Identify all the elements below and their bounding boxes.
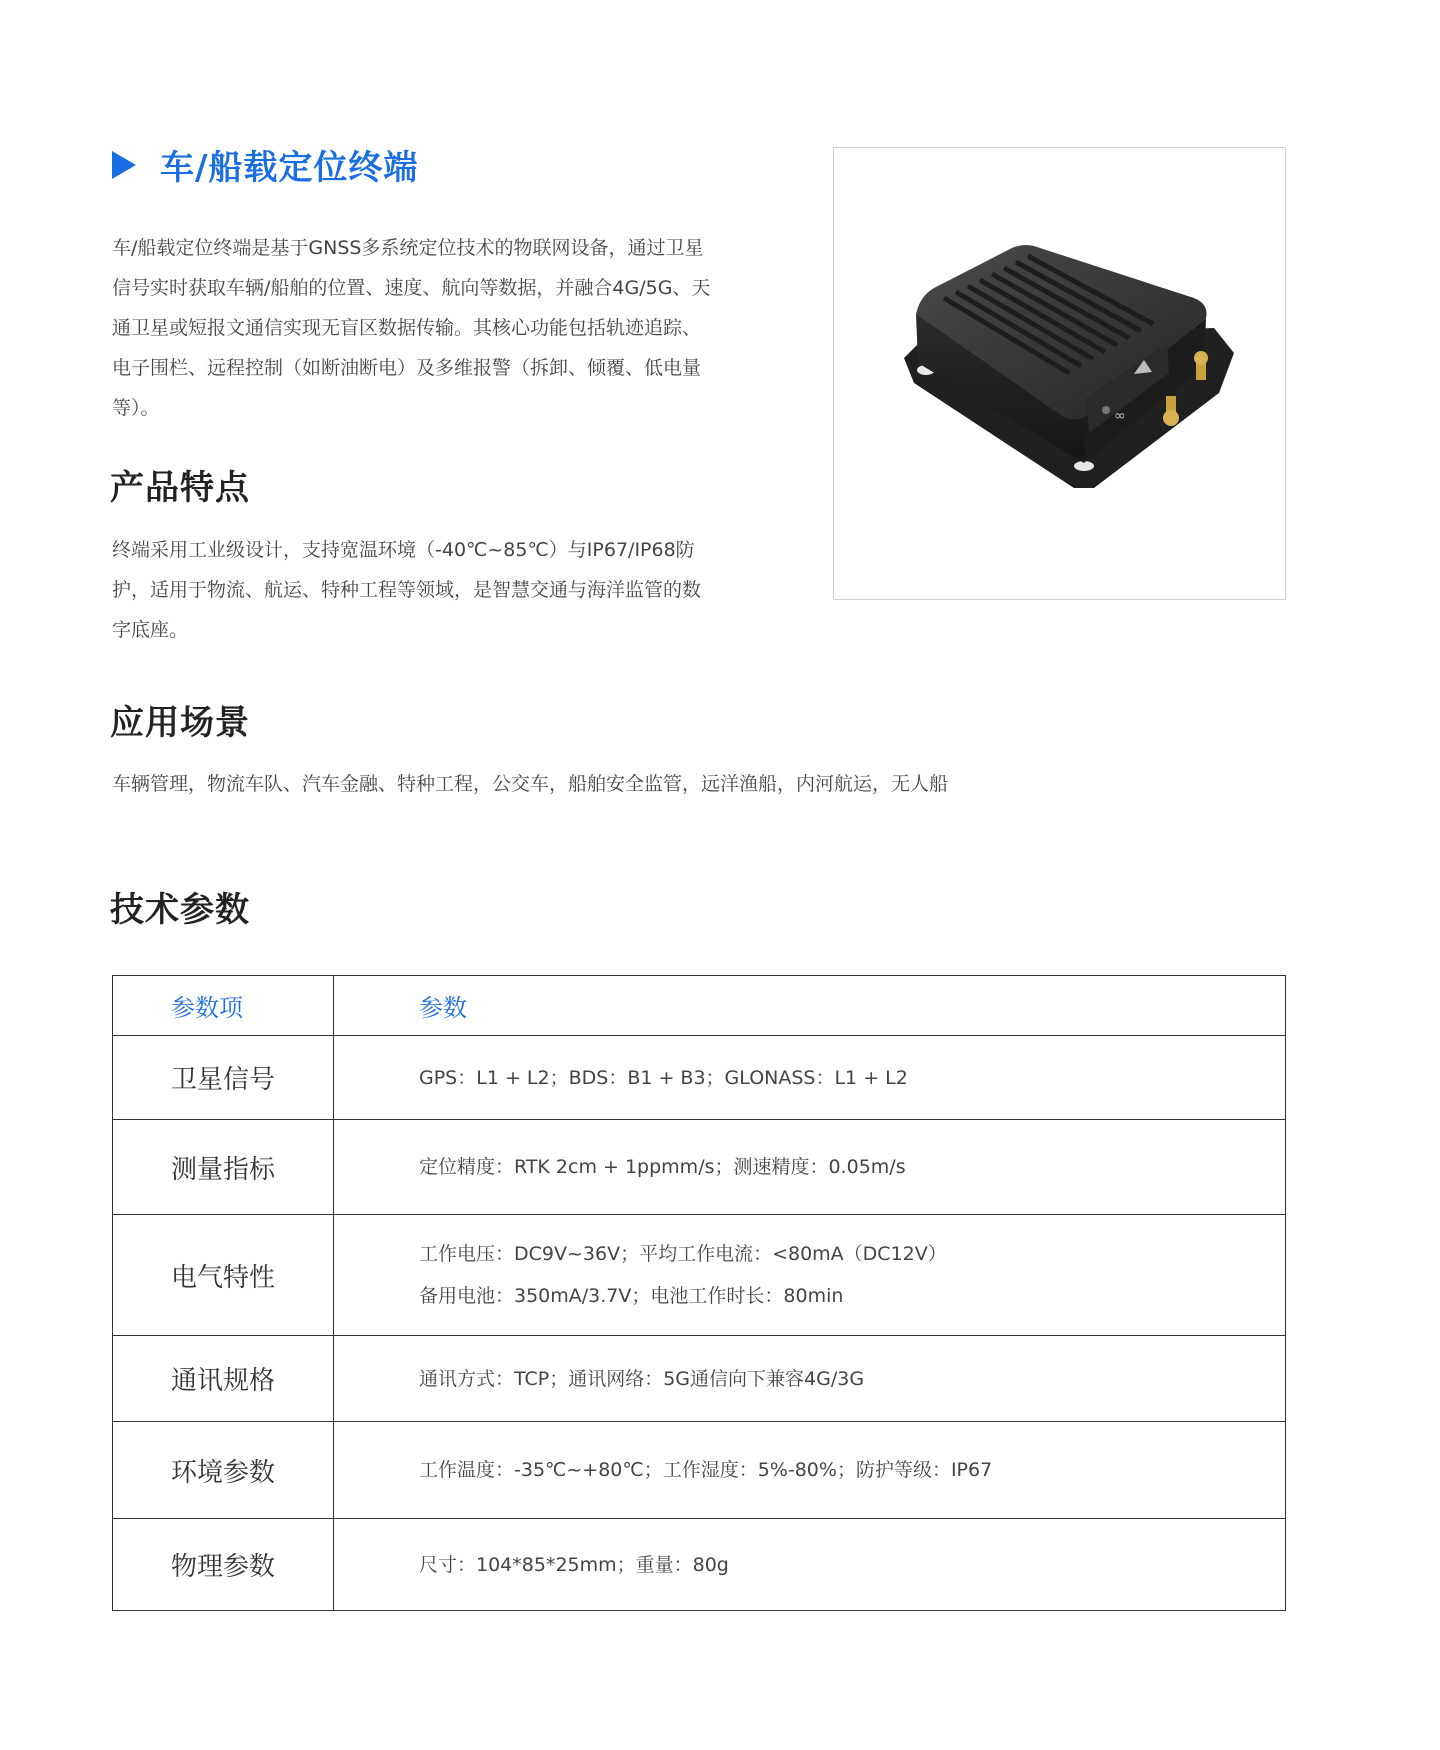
- features-heading: 产品特点: [110, 468, 250, 508]
- product-image: [833, 147, 1286, 600]
- row-value-line: 备用电池：350mA/3.7V；电池工作时长：80min: [419, 1285, 844, 1307]
- table-row: [113, 1336, 1286, 1422]
- row-value-line: 工作温度：-35℃~+80℃；工作湿度：5%-80%；防护等级：IP67: [419, 1459, 993, 1481]
- page-title: 车/船载定位终端: [160, 148, 419, 188]
- row-value: [334, 1036, 1286, 1120]
- specs-heading: 技术参数: [110, 890, 250, 930]
- row-value: [334, 1120, 1286, 1215]
- row-key: 卫星信号: [113, 1036, 334, 1120]
- row-value: [334, 1336, 1286, 1422]
- section-title: [112, 140, 418, 189]
- row-key: 测量指标: [113, 1120, 334, 1215]
- intro-paragraph: 车/船载定位终端是基于GNSS多系统定位技术的物联网设备，通过卫星信号实时获取车辆/船舶的位置、速度、航向等数据，并融合4G/5G、天通卫星或短报文通信实现无盲区数据传输。其核心功能包括轨迹追踪、电子围栏、远程控制（如断油断电）及多维报警（拆卸、倾覆、低电量等）。: [112, 237, 711, 419]
- table-row: [113, 1519, 1286, 1611]
- features-paragraph: 终端采用工业级设计，支持宽温环境（-40℃~85℃）与IP67/IP68防护，适用于物流、航运、特种工程等领域，是智慧交通与海洋监管的数字底座。: [112, 539, 702, 641]
- row-key: 电气特性: [113, 1215, 334, 1336]
- triangle-right-icon: [112, 151, 136, 179]
- row-value-line: 定位精度：RTK 2cm + 1ppmm/s；测速精度：0.05m/s: [419, 1156, 906, 1178]
- applications-heading: 应用场景: [110, 703, 250, 743]
- table-row: [113, 1422, 1286, 1519]
- row-value-line: 工作电压：DC9V~36V；平均工作电流：<80mA（DC12V）: [419, 1243, 947, 1265]
- row-key: 通讯规格: [113, 1336, 334, 1422]
- row-key: 物理参数: [113, 1519, 334, 1611]
- row-value-line: GPS：L1 + L2；BDS：B1 + B3；GLONASS：L1 + L2: [419, 1066, 908, 1089]
- specs-table: [112, 975, 1286, 1611]
- table-row: [113, 1215, 1286, 1336]
- row-value: [334, 1215, 1286, 1336]
- row-value: [334, 1422, 1286, 1519]
- row-value-line: 通讯方式：TCP；通讯网络：5G通信向下兼容4G/3G: [419, 1367, 865, 1390]
- table-row: [113, 1120, 1286, 1215]
- column-header-param: 参数: [334, 976, 1286, 1036]
- applications-paragraph: 车辆管理，物流车队、汽车金融、特种工程，公交车，船舶安全监管，远洋渔船，内河航运，无人船: [112, 773, 949, 795]
- column-header-param-item: 参数项: [113, 976, 334, 1036]
- svg-text:∞: ∞: [1114, 408, 1126, 424]
- row-value: [334, 1519, 1286, 1611]
- positioning-terminal-device-image: [834, 148, 1287, 601]
- table-header-row: [113, 976, 1286, 1036]
- row-value-line: 尺寸：104*85*25mm；重量：80g: [419, 1553, 729, 1576]
- row-key: 环境参数: [113, 1422, 334, 1519]
- table-row: [113, 1036, 1286, 1120]
